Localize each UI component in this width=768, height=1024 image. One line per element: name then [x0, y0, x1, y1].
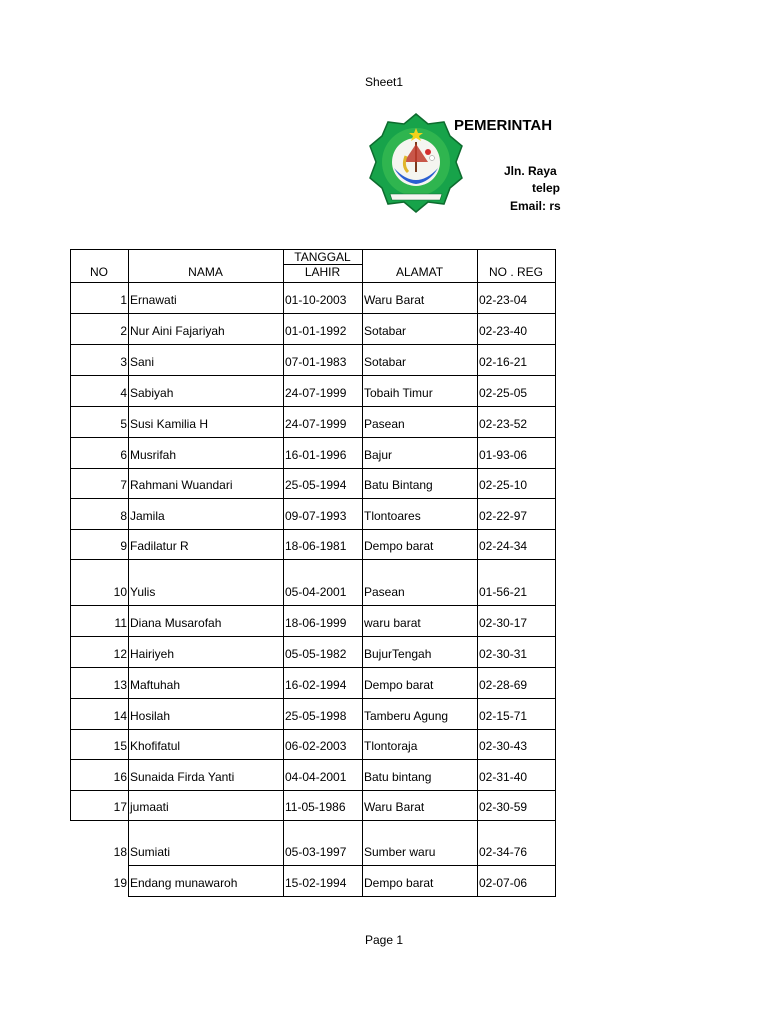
table-cell-nama: Jamila	[130, 509, 165, 523]
table-cell-tanggal: 01-01-1992	[285, 324, 347, 338]
table-cell-nama: Khofifatul	[130, 739, 181, 753]
table-cell-no-reg: 02-25-10	[479, 478, 528, 492]
table-row-border	[70, 559, 556, 560]
table-row-border	[70, 759, 556, 760]
table-cell-no: 15	[113, 739, 127, 753]
table-cell-no: 18	[113, 845, 127, 859]
table-row-border	[70, 468, 556, 469]
table-row-border	[70, 729, 556, 730]
table-cell-tanggal: 16-01-1996	[285, 448, 347, 462]
table-cell-no: 10	[113, 585, 127, 599]
header-alamat: ALAMAT	[395, 265, 444, 279]
table-cell-alamat: Sotabar	[364, 324, 407, 338]
table-cell-alamat: Dempo barat	[364, 539, 434, 553]
table-cell-nama: Diana Musarofah	[130, 616, 222, 630]
table-row-border	[128, 896, 556, 897]
table-cell-no: 7	[120, 478, 127, 492]
table-cell-no-reg: 02-22-97	[479, 509, 528, 523]
table-column-border	[128, 249, 129, 896]
table-cell-no-reg: 02-34-76	[479, 845, 528, 859]
table-cell-tanggal: 24-07-1999	[285, 386, 347, 400]
letterhead	[440, 110, 561, 220]
header-no-reg: NO . REG	[488, 265, 543, 279]
table-cell-no: 2	[120, 324, 127, 338]
table-cell-no-reg: 01-56-21	[479, 585, 528, 599]
table-cell-alamat: Pasean	[364, 417, 405, 431]
table-cell-nama: Sunaida Firda Yanti	[130, 770, 235, 784]
header-lahir: LAHIR	[304, 265, 341, 279]
table-cell-tanggal: 25-05-1994	[285, 478, 347, 492]
table-row-border	[70, 698, 556, 699]
table-row-border	[70, 667, 556, 668]
table-cell-no-reg: 02-16-21	[479, 355, 528, 369]
table-cell-nama: Yulis	[130, 585, 156, 599]
table-cell-no: 14	[113, 709, 127, 723]
table-cell-no: 16	[113, 770, 127, 784]
table-cell-nama: Musrifah	[130, 448, 177, 462]
table-cell-no: 19	[113, 876, 127, 890]
table-cell-nama: Susi Kamilia H	[130, 417, 209, 431]
table-row-border	[70, 498, 556, 499]
table-cell-no-reg: 02-28-69	[479, 678, 528, 692]
table-cell-no-reg: 02-25-05	[479, 386, 528, 400]
header-tanggal: TANGGAL	[294, 250, 351, 264]
table-cell-alamat: Sotabar	[364, 355, 407, 369]
table-cell-nama: Hosilah	[130, 709, 171, 723]
table-cell-nama: Sani	[130, 355, 155, 369]
table-cell-tanggal: 07-01-1983	[285, 355, 347, 369]
table-row-border	[70, 529, 556, 530]
table-cell-no: 13	[113, 678, 127, 692]
table-cell-no-reg: 01-93-06	[479, 448, 528, 462]
table-cell-tanggal: 06-02-2003	[285, 739, 347, 753]
table-cell-tanggal: 18-06-1999	[285, 616, 347, 630]
table-cell-no: 6	[120, 448, 127, 462]
table-cell-tanggal: 01-10-2003	[285, 293, 347, 307]
table-cell-no-reg: 02-30-31	[479, 647, 528, 661]
table-cell-tanggal: 11-05-1986	[285, 800, 346, 814]
table-cell-alamat: Tobaih Timur	[364, 386, 433, 400]
table-cell-no: 1	[120, 293, 127, 307]
table-column-border	[362, 249, 363, 896]
table-cell-alamat: Tlontoares	[364, 509, 421, 523]
table-cell-no-reg: 02-23-04	[479, 293, 528, 307]
table-cell-no-reg: 02-24-34	[479, 539, 528, 553]
table-cell-alamat: Dempo barat	[364, 876, 434, 890]
table-cell-alamat: Pasean	[364, 585, 405, 599]
table-cell-no: 11	[114, 616, 127, 630]
table-cell-no: 3	[120, 355, 127, 369]
table-cell-alamat: Batu Bintang	[364, 478, 433, 492]
table-column-border	[555, 249, 556, 896]
table-cell-nama: Maftuhah	[130, 678, 181, 692]
table-cell-no: 8	[120, 509, 127, 523]
table-cell-alamat: Tlontoraja	[364, 739, 418, 753]
table-cell-nama: jumaati	[130, 800, 169, 814]
table-cell-no-reg: 02-07-06	[479, 876, 528, 890]
table-row-border	[70, 636, 556, 637]
table-cell-nama: Fadilatur R	[130, 539, 189, 553]
table-row-border	[70, 375, 556, 376]
table-cell-tanggal: 05-05-1982	[285, 647, 347, 661]
table-cell-no-reg: 02-30-17	[479, 616, 528, 630]
table-cell-alamat: Waru Barat	[364, 800, 425, 814]
table-column-border	[283, 249, 284, 896]
header-no: NO	[90, 265, 108, 279]
table-cell-tanggal: 05-03-1997	[285, 845, 347, 859]
table-cell-tanggal: 18-06-1981	[285, 539, 347, 553]
table-row-border	[70, 344, 556, 345]
table-cell-nama: Nur Aini Fajariyah	[130, 324, 225, 338]
table-cell-alamat: Dempo barat	[364, 678, 434, 692]
table-cell-tanggal: 05-04-2001	[285, 585, 347, 599]
table-cell-no-reg: 02-15-71	[479, 709, 528, 723]
table-row-border	[70, 406, 556, 407]
table-cell-nama: Sumiati	[130, 845, 171, 859]
table-cell-no-reg: 02-23-52	[479, 417, 528, 431]
table-cell-no: 12	[113, 647, 127, 661]
table-cell-tanggal: 25-05-1998	[285, 709, 347, 723]
letterhead-email: Email: rs	[510, 199, 561, 213]
table-cell-nama: Rahmani Wuandari	[130, 478, 233, 492]
letterhead-title: PEMERINTAH	[454, 117, 553, 134]
table-cell-no-reg: 02-23-40	[479, 324, 528, 338]
table-cell-alamat: Tamberu Agung	[364, 709, 449, 723]
sheet-title: Sheet1	[364, 75, 404, 89]
table-row-border	[128, 865, 556, 866]
table-row-border	[70, 282, 556, 283]
table-row-border	[70, 790, 556, 791]
table-cell-no: 4	[120, 386, 127, 400]
letterhead-phone: telep	[532, 181, 561, 195]
table-row-border	[70, 313, 556, 314]
table-cell-tanggal: 04-04-2001	[285, 770, 347, 784]
letterhead-address: Jln. Raya	[504, 164, 557, 178]
patient-table	[70, 249, 556, 897]
table-cell-alamat: Batu bintang	[364, 770, 432, 784]
table-row-border	[70, 820, 556, 821]
table-column-border	[477, 249, 478, 896]
table-cell-tanggal: 16-02-1994	[285, 678, 347, 692]
table-cell-alamat: waru barat	[364, 616, 421, 630]
table-cell-alamat: Waru Barat	[364, 293, 425, 307]
table-cell-tanggal: 09-07-1993	[285, 509, 347, 523]
table-cell-nama: Sabiyah	[130, 386, 174, 400]
table-cell-alamat: BujurTengah	[364, 647, 432, 661]
table-cell-alamat: Bajur	[364, 448, 393, 462]
header-nama: NAMA	[188, 265, 223, 279]
table-row-border	[70, 437, 556, 438]
table-cell-nama: Endang munawaroh	[130, 876, 238, 890]
header-tanggal-divider	[283, 264, 362, 265]
table-row-border	[70, 605, 556, 606]
table-cell-no-reg: 02-30-59	[479, 800, 528, 814]
table-cell-no-reg: 02-30-43	[479, 739, 528, 753]
table-cell-no: 17	[113, 800, 127, 814]
table-cell-alamat: Sumber waru	[364, 845, 436, 859]
table-cell-nama: Ernawati	[130, 293, 177, 307]
table-cell-no-reg: 02-31-40	[479, 770, 528, 784]
page-number: Page 1	[364, 933, 404, 947]
table-cell-nama: Hairiyeh	[130, 647, 175, 661]
table-cell-no: 5	[120, 417, 127, 431]
table-cell-tanggal: 24-07-1999	[285, 417, 347, 431]
table-cell-tanggal: 15-02-1994	[285, 876, 347, 890]
table-cell-no: 9	[120, 539, 127, 553]
